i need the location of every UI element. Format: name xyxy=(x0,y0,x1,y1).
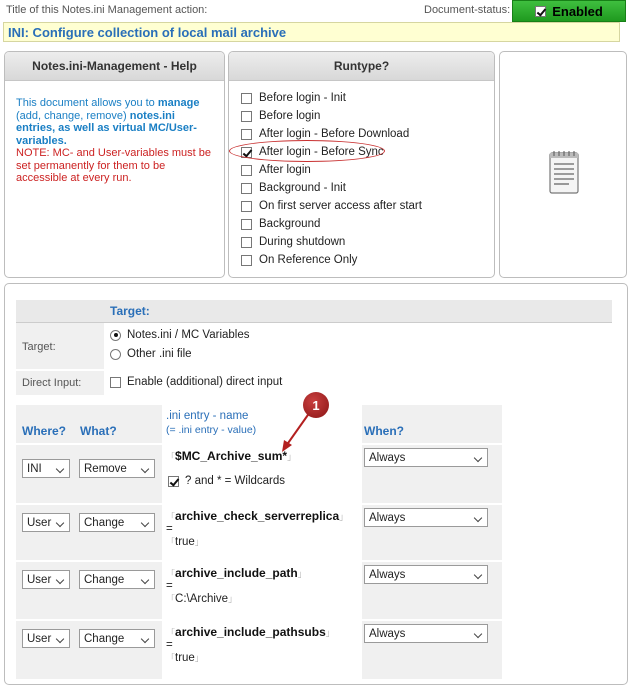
runtype-checkbox[interactable] xyxy=(241,201,252,212)
help-note: NOTE: MC- and User-variables must be set permanently for them to be accessible at every run. xyxy=(16,147,211,184)
entry-name-field[interactable] xyxy=(166,625,335,639)
field-bracket-close-icon: 」 xyxy=(287,452,297,462)
runtype-option[interactable] xyxy=(241,218,320,230)
target-option1-label: Notes.ini / MC Variables xyxy=(127,329,250,341)
runtype-checkbox[interactable] xyxy=(241,219,252,230)
runtype-option[interactable] xyxy=(241,182,346,194)
field-bracket-open-icon: 「 xyxy=(166,594,176,604)
entry-value: true xyxy=(175,536,195,548)
status-label: Document-status: xyxy=(424,4,511,16)
target-option-notes-ini[interactable] xyxy=(110,329,250,341)
what-select[interactable]: Change xyxy=(79,570,155,589)
notepad-icon xyxy=(549,150,579,194)
entry-name: $MC_Archive_sum* xyxy=(175,449,288,463)
direct-input-checkbox[interactable] xyxy=(110,377,121,388)
runtype-option-label: Background xyxy=(259,218,321,230)
runtype-option-label: During shutdown xyxy=(259,236,346,248)
entry-value: C:\Archive xyxy=(175,593,229,605)
field-bracket-open-icon: 「 xyxy=(166,452,176,462)
runtype-checkbox[interactable] xyxy=(241,165,252,176)
runtype-option[interactable] xyxy=(241,236,345,248)
runtype-option-label: After login xyxy=(259,164,311,176)
when-select[interactable]: Always xyxy=(364,624,488,643)
col-when: When? xyxy=(364,424,404,438)
extra-cell xyxy=(502,621,612,679)
help-manage: manage xyxy=(157,97,200,109)
entry-cell xyxy=(162,505,362,560)
col-entry: .ini entry - name xyxy=(166,410,249,422)
field-bracket-open-icon: 「 xyxy=(166,569,176,579)
entry-cell xyxy=(162,562,362,619)
field-bracket-close-icon: 」 xyxy=(297,569,307,579)
table-row xyxy=(16,621,612,679)
direct-input-label: Direct Input: xyxy=(22,377,82,389)
field-bracket-close-icon: 」 xyxy=(194,537,204,547)
direct-input-cell xyxy=(104,371,612,395)
help-panel xyxy=(4,51,225,278)
runtype-checkbox[interactable] xyxy=(241,111,252,122)
target-label: Target: xyxy=(22,341,56,353)
title-field[interactable]: INI: Configure collection of local mail archive xyxy=(3,22,620,42)
runtype-panel xyxy=(228,51,495,278)
wildcards-label: ? and * = Wildcards xyxy=(185,475,286,487)
what-select[interactable]: Remove xyxy=(79,459,155,478)
runtype-heading: Runtype? xyxy=(229,52,494,81)
equals-sign: = xyxy=(166,639,173,651)
extra-cell xyxy=(502,562,612,619)
config-panel xyxy=(4,283,628,685)
runtype-option-label: After login - Before Download xyxy=(259,128,410,140)
entry-name: archive_include_pathsubs xyxy=(175,625,326,639)
entry-value-field[interactable] xyxy=(166,651,204,664)
col-what: What? xyxy=(80,424,117,438)
entry-name: archive_check_serverreplica xyxy=(175,509,340,523)
direct-input-option-label: Enable (additional) direct input xyxy=(127,376,283,388)
runtype-option[interactable] xyxy=(241,164,311,176)
field-bracket-close-icon: 」 xyxy=(325,628,335,638)
equals-sign: = xyxy=(166,580,173,592)
callout-badge: 1 xyxy=(303,392,329,418)
table-row xyxy=(16,562,612,619)
table-row xyxy=(16,505,612,560)
runtype-checkbox[interactable] xyxy=(241,93,252,104)
wildcards-option[interactable] xyxy=(168,475,285,487)
field-bracket-close-icon: 」 xyxy=(339,512,349,522)
target-option-other-ini[interactable] xyxy=(110,348,192,360)
runtype-option[interactable] xyxy=(241,254,357,266)
radio-notes-ini[interactable] xyxy=(110,330,121,341)
extra-cell xyxy=(502,445,612,503)
title-label: Title of this Notes.ini Management action: xyxy=(6,4,208,16)
target-option2-label: Other .ini file xyxy=(127,348,192,360)
target-heading: Target: xyxy=(110,304,150,318)
where-select[interactable]: User xyxy=(22,513,70,532)
entry-value: true xyxy=(175,652,195,664)
when-select[interactable]: Always xyxy=(364,565,488,584)
when-select[interactable]: Always xyxy=(364,448,488,467)
what-select[interactable]: Change xyxy=(79,513,155,532)
runtype-option[interactable] xyxy=(241,110,320,122)
runtype-checkbox[interactable] xyxy=(241,183,252,194)
help-notes-ini: notes.ini xyxy=(129,109,175,122)
col-entry-sub: (= .ini entry - value) xyxy=(166,424,257,436)
field-bracket-close-icon: 」 xyxy=(228,594,238,604)
help-line2: (add, change, remove) xyxy=(16,109,127,122)
runtype-option-label: Background - Init xyxy=(259,182,346,194)
highlight-ellipse xyxy=(229,140,385,162)
runtype-option-label: After login - Before Sync xyxy=(259,146,384,158)
entry-value-field[interactable] xyxy=(166,592,237,605)
runtype-checkbox[interactable] xyxy=(241,255,252,266)
field-bracket-close-icon: 」 xyxy=(194,653,204,663)
entry-name-field[interactable] xyxy=(166,566,307,580)
runtype-option-label: Before login xyxy=(259,110,321,122)
where-select[interactable]: INI xyxy=(22,459,70,478)
help-entries: entries, as well as virtual MC/User-variables. xyxy=(16,122,197,147)
runtype-option[interactable] xyxy=(241,92,346,104)
field-bracket-open-icon: 「 xyxy=(166,512,176,522)
entry-value-field[interactable] xyxy=(166,535,204,548)
runtype-option-label: Before login - Init xyxy=(259,92,346,104)
status-check-icon xyxy=(535,6,546,17)
equals-sign: = xyxy=(166,523,173,535)
help-text xyxy=(5,81,224,185)
icon-panel xyxy=(499,51,627,278)
status-toggle-button[interactable] xyxy=(512,0,626,22)
status-value: Enabled xyxy=(552,3,603,19)
entry-name-field[interactable] xyxy=(166,509,348,523)
entry-name: archive_include_path xyxy=(175,566,298,580)
runtype-option-label: On Reference Only xyxy=(259,254,358,266)
where-select[interactable]: User xyxy=(22,629,70,648)
target-options xyxy=(104,323,612,369)
runtype-option[interactable] xyxy=(241,128,409,140)
what-select[interactable]: Change xyxy=(79,629,155,648)
runtype-checkbox[interactable] xyxy=(241,237,252,248)
field-bracket-open-icon: 「 xyxy=(166,628,176,638)
runtype-option[interactable] xyxy=(241,200,422,212)
col-where: Where? xyxy=(22,424,67,438)
where-select[interactable]: User xyxy=(22,570,70,589)
when-select[interactable]: Always xyxy=(364,508,488,527)
col-extra xyxy=(502,405,612,443)
runtype-option-label: On first server access after start xyxy=(259,200,422,212)
field-bracket-open-icon: 「 xyxy=(166,537,176,547)
target-row xyxy=(16,323,612,369)
direct-input-option[interactable] xyxy=(110,376,282,388)
target-header-strip xyxy=(16,300,612,323)
runtype-checkbox[interactable] xyxy=(241,129,252,140)
help-heading: Notes.ini-Management - Help xyxy=(5,52,224,81)
wildcards-checkbox[interactable] xyxy=(168,476,179,487)
field-bracket-open-icon: 「 xyxy=(166,653,176,663)
entry-cell xyxy=(162,621,362,679)
help-line1: This document allows you to xyxy=(16,97,155,109)
radio-other-ini[interactable] xyxy=(110,349,121,360)
extra-cell xyxy=(502,505,612,560)
